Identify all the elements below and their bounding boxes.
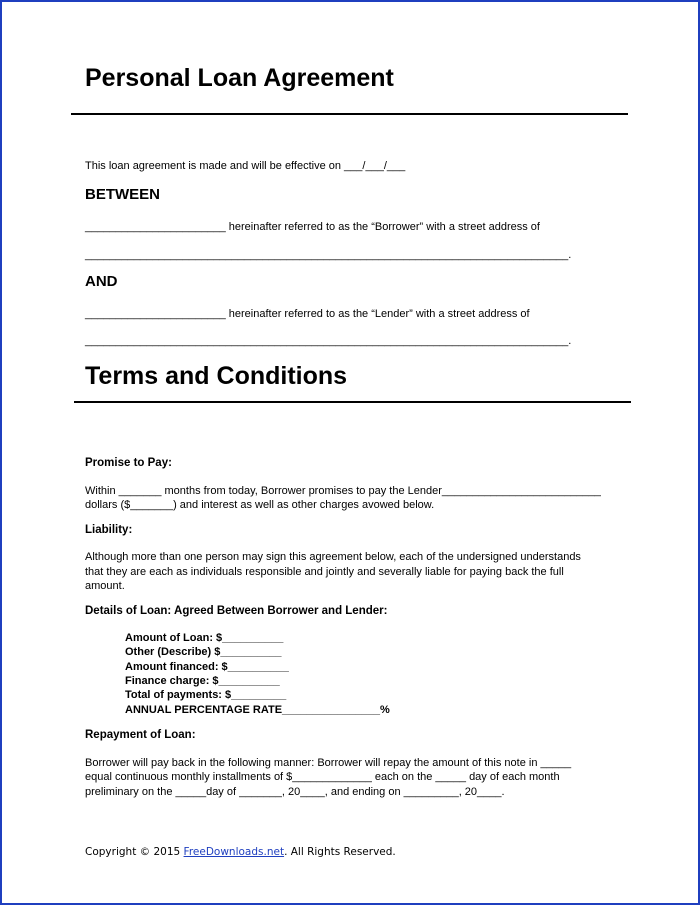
borrower-line: _______________________ hereinafter referred to as the “Borrower” with a street address of — [85, 221, 540, 233]
detail-total-payments: Total of payments: $_________ — [125, 689, 287, 701]
details-heading: Details of Loan: Agreed Between Borrower and Lender: — [85, 605, 388, 617]
promise-heading: Promise to Pay: — [85, 457, 172, 469]
liability-heading: Liability: — [85, 524, 133, 536]
freedownloads-link[interactable]: FreeDownloads.net — [183, 846, 285, 858]
repayment-text-2: equal continuous monthly installments of $_____________ each on the _____ day of each month — [85, 771, 560, 783]
effective-date-line: This loan agreement is made and will be effective on ___/___/___ — [85, 160, 406, 172]
copyright-prefix: Copyright © 2015 — [85, 846, 184, 858]
promise-text-1: Within _______ months from today, Borrower promises to pay the Lender__________________________ — [85, 485, 601, 497]
detail-finance-charge: Finance charge: $__________ — [125, 675, 280, 687]
repayment-text-3: preliminary on the _____day of _______, 20____, and ending on _________, 20____. — [85, 786, 505, 798]
promise-text-2: dollars ($_______) and interest as well as other charges avowed below. — [85, 499, 435, 511]
detail-apr: ANNUAL PERCENTAGE RATE________________% — [125, 704, 390, 716]
lender-address-line: _______________________________________________________________________________. — [85, 335, 572, 347]
detail-amount-financed: Amount financed: $__________ — [125, 661, 289, 673]
detail-other: Other (Describe) $__________ — [125, 646, 282, 658]
terms-rule — [74, 401, 631, 403]
liability-text-2: that they are each as individuals responsible and jointly and severally liable for paying back the full — [85, 566, 564, 578]
title-rule — [71, 113, 628, 115]
between-heading: BETWEEN — [85, 186, 160, 203]
borrower-address-line: _______________________________________________________________________________. — [85, 249, 572, 261]
copyright-suffix: . All Rights Reserved. — [284, 846, 396, 858]
lender-line: _______________________ hereinafter referred to as the “Lender” with a street address of — [85, 308, 530, 320]
repayment-heading: Repayment of Loan: — [85, 729, 196, 741]
repayment-text-1: Borrower will pay back in the following manner: Borrower will repay the amount of this note in _____ — [85, 757, 572, 769]
terms-title: Terms and Conditions — [85, 362, 348, 390]
and-heading: AND — [85, 273, 118, 290]
liability-text-1: Although more than one person may sign this agreement below, each of the undersigned understands — [85, 551, 581, 563]
liability-text-3: amount. — [85, 580, 125, 592]
copyright-footer — [85, 846, 396, 858]
detail-amount-of-loan: Amount of Loan: $__________ — [125, 632, 284, 644]
document-title: Personal Loan Agreement — [85, 64, 394, 92]
